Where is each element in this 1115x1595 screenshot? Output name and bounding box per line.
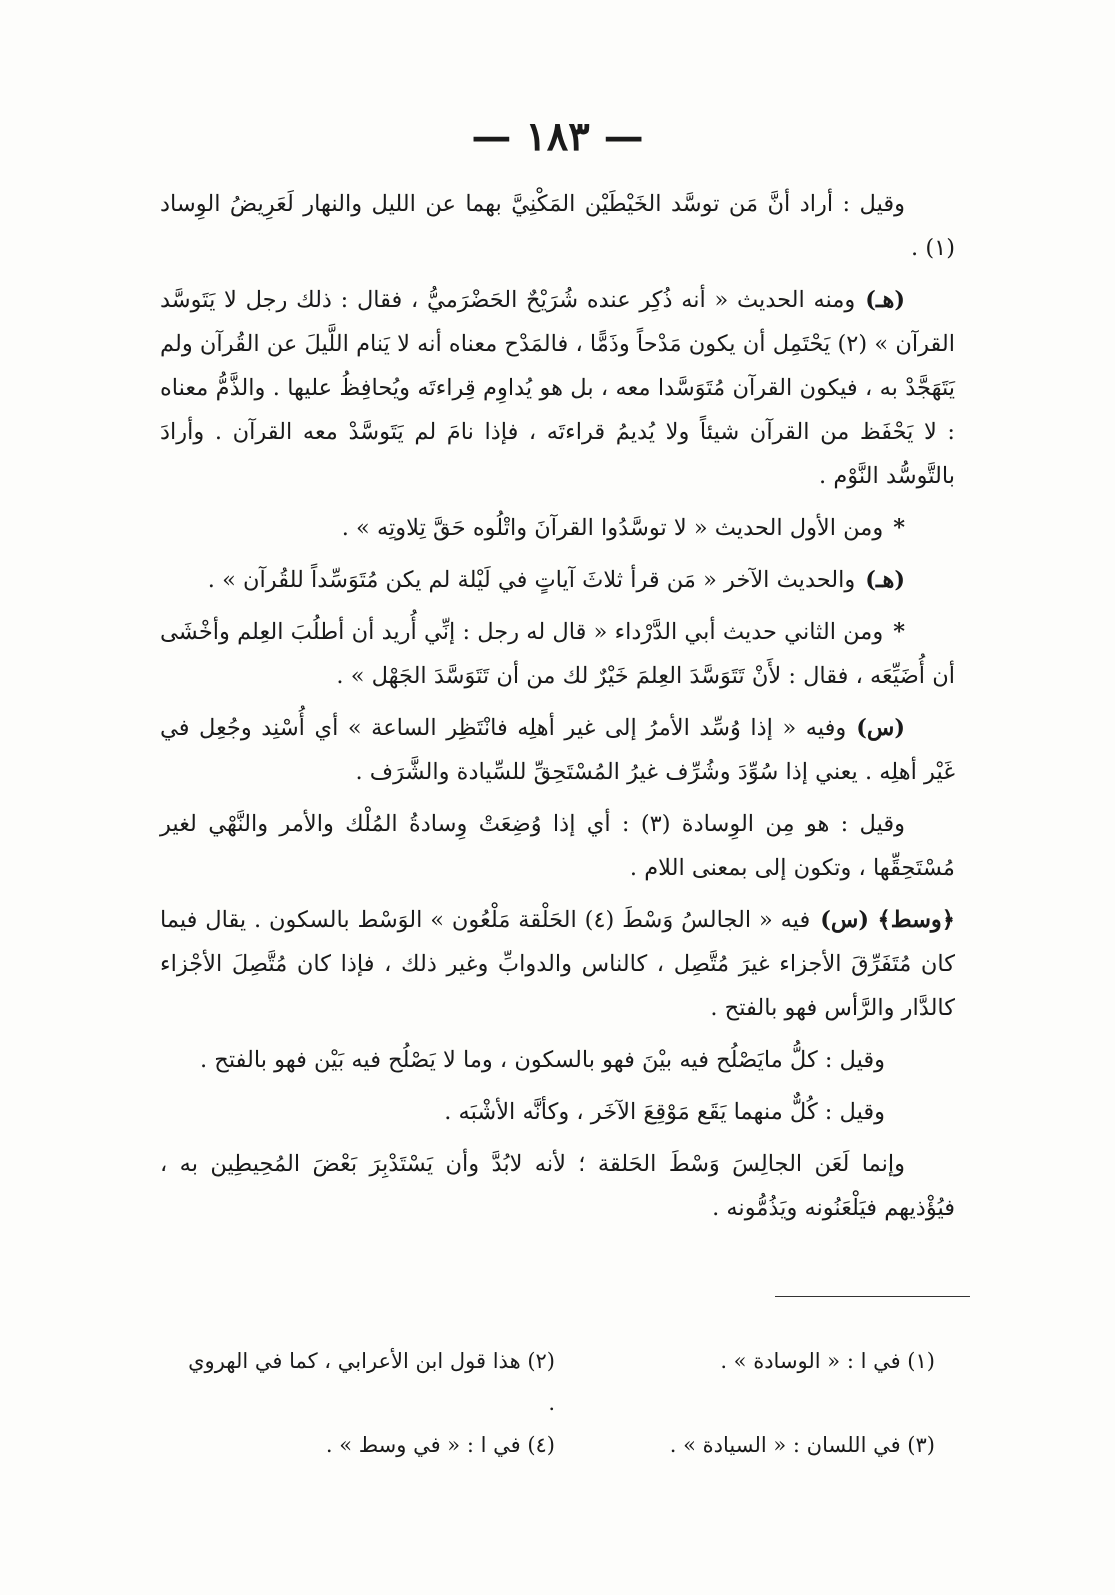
footnote-row [175, 1340, 935, 1424]
paragraph-1 [160, 182, 955, 270]
paragraph-text: ومنه الحديث « أنه ذُكِر عنده شُرَيْحٌ الحَضْرَميُّ ، فقال : ذلك رجل لا يَتَوسَّد القرآن » (٢) يَحْتَمِل أن يكون مَدْحاً وذَمًّا ، فالمَدْح معناه أنه لا يَنام اللَّيلَ عن القُرآن ولم يَتَهَجَّدْ به ، فيكون القرآن مُتَوَسَّدا معه ، بل هو يُداوِم قِراءتَه ويُحافِظُ عليها . والذَّمُّ معناه : لا يَحْفَظ من القرآن شيئاً ولا يُديمُ قراءتَه ، فإذا نامَ لم يَتَوسَّدْ معه القرآن . وأرادَ بالتَّوسُّد النَّوْم . [160, 287, 955, 489]
paragraph-marker: (هـ) [865, 567, 905, 593]
footnote-3: (٣) في اللسان : « السيادة » . [669, 1433, 935, 1457]
paragraph-text: وقيل : كُلٌّ منهما يَقَع مَوْقِعَ الآخَر ، وكأنَّه الأشْبَه . [444, 1099, 885, 1125]
paragraph-2 [160, 278, 955, 498]
paragraph-marker: (س) [856, 715, 905, 741]
paragraph-7 [160, 802, 955, 890]
footnote-divider [775, 1296, 970, 1297]
paragraph-8-entry-wasat [160, 898, 955, 1030]
paragraph-marker: * [893, 619, 905, 645]
paragraph-11 [160, 1142, 955, 1230]
main-text [160, 182, 955, 1238]
footnote-1: (١) في ا : « الوسادة » . [720, 1349, 935, 1373]
paragraph-5 [160, 610, 955, 698]
paragraph-text: وفيه « إذا وُسِّد الأمرُ إلى غير أهلِه فانْتَظِر الساعة » أي أُسْنِد وجُعِل في غَيْر أهلِه . يعني إذا سُوِّدَ وشُرِّف غيرُ المُسْتَحِقِّ للسِّيادة والشَّرَف . [160, 715, 955, 785]
paragraph-text: وقيل : كلُّ مايَصْلُح فيه بيْنَ فهو بالسكون ، وما لا يَصْلُح فيه بَيْن فهو بالفتح . [200, 1047, 885, 1073]
paragraph-text: فيه « الجالسُ وَسْطَ (٤) الحَلْقة مَلْعُون » الوَسْط بالسكون . يقال فيما كان مُتَفَرِّقَ الأجزاء غيرَ مُتَّصِل ، كالناس والدوابِّ وغير ذلك ، فإذا كان مُتَّصِلَ الأجْزاء كالدَّار والرَّأس فهو بالفتح . [160, 907, 955, 1021]
paragraph-text: وإنما لَعَن الجالِسَ وَسْطَ الحَلقة ؛ لأنه لابُدَّ وأن يَسْتَدْبِرَ بَعْضَ المُحِيطِين به ، فيُؤْذيهم فيَلْعَنُونه ويَذُمُّونه . [160, 1151, 955, 1221]
paragraph-marker: (هـ) [865, 287, 905, 313]
paragraph-text: وقيل : هو مِن الوِسادة (٣) : أي إذا وُضِعَتْ وِسادةُ المُلْك والأمر والنَّهْي لغير مُسْتَحِقِّها ، وتكون إلى بمعنى اللام . [160, 811, 955, 881]
footnote-row [175, 1424, 935, 1466]
paragraph-text: ومن الأول الحديث « لا توسَّدُوا القرآنَ واتْلُوه حَقَّ تِلاوتِه » . [341, 515, 884, 541]
paragraph-text: ومن الثاني حديث أبي الدَّرْداء « قال له رجل : إنِّي أُريد أن أطلُبَ العِلم وأخْشَى أن أُضَيِّعَه ، فقال : لأَنْ تَتَوَسَّدَ العِلمَ خَيْرٌ لك من أن تَتَوَسَّدَ الجَهْل » . [160, 619, 955, 689]
paragraph-marker: * [893, 515, 905, 541]
footnotes [175, 1340, 935, 1466]
entry-heading: ﴿وسط﴾ (س) [820, 907, 955, 933]
paragraph-10 [160, 1090, 955, 1134]
paragraph-4 [160, 558, 955, 602]
page-number: — ١٨٣ — [471, 113, 644, 160]
footnote-2: (٢) هذا قول ابن الأعرابي ، كما في الهروي . [188, 1349, 555, 1415]
footnote-4: (٤) في ا : « في وسط » . [325, 1433, 555, 1457]
paragraph-3 [160, 506, 955, 550]
paragraph-9 [160, 1038, 955, 1082]
paragraph-6 [160, 706, 955, 794]
paragraph-text: وقيل : أراد أنَّ مَن توسَّد الخَيْطَيْن المَكْنِيَّ بهما عن الليل والنهار لَعَرِيضُ الوِساد (١) . [160, 191, 955, 261]
paragraph-text: والحديث الآخر « مَن قرأ ثلاثَ آياتٍ في لَيْلة لم يكن مُتَوَسِّداً للقُرآن » . [207, 567, 856, 593]
